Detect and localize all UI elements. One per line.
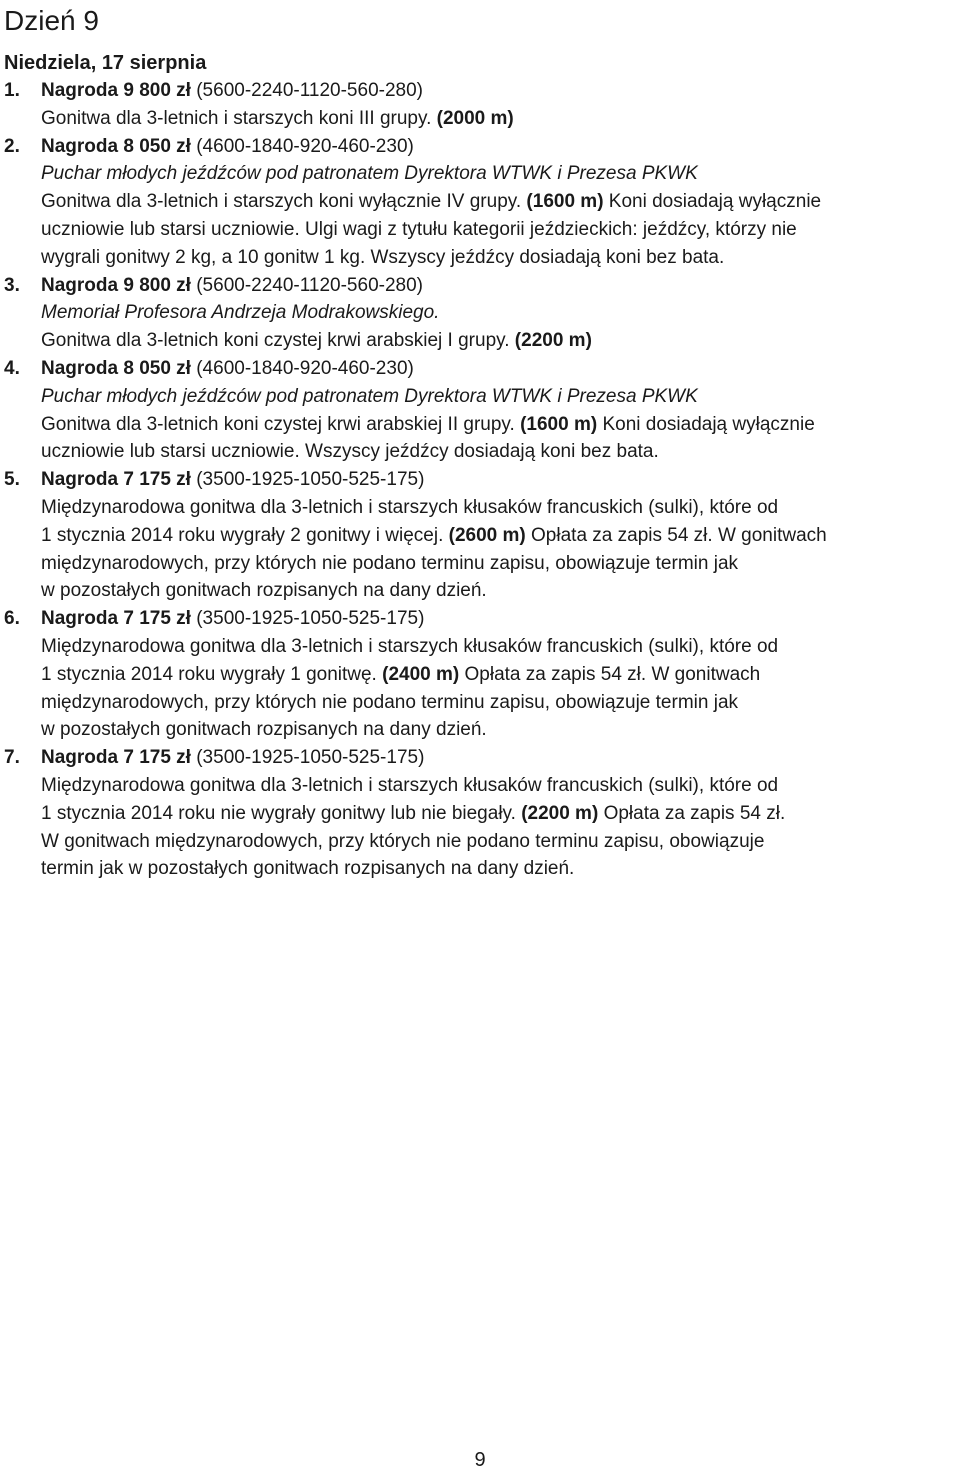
italic-text: Puchar młodych jeźdźców pod patronatem Dyrektora WTWK i Prezesa PKWK — [41, 385, 698, 407]
text-segment: 1 stycznia 2014 roku wygrały 2 gonitwy i więcej. — [41, 524, 449, 546]
race-line — [41, 188, 960, 216]
text-segment: międzynarodowych, przy których nie podano terminu zapisu, obowiązuje termin jak — [41, 552, 739, 574]
race-description — [41, 605, 960, 744]
text-segment: Międzynarodowa gonitwa dla 3-letnich i starszych kłusaków francuskich (sulki), które od — [41, 496, 779, 518]
text-segment: Opłata za zapis 54 zł. — [598, 802, 786, 824]
text-segment: Koni dosiadają wyłącznie — [603, 191, 822, 213]
race-line — [41, 605, 960, 633]
bold-text: (2200 m) — [514, 330, 592, 352]
text-segment: uczniowie lub starsi uczniowie. Ulgi wagi z tytułu kategorii jeździeckich: jeźdźcy, którzy nie — [41, 218, 797, 240]
race-line — [41, 133, 960, 161]
text-segment: (5600-2240-1120-560-280) — [190, 274, 423, 296]
race-line — [41, 355, 960, 383]
text-segment: Gonitwa dla 3-letnich koni czystej krwi arabskiej II grupy. — [41, 413, 521, 435]
text-segment: Międzynarodowa gonitwa dla 3-letnich i starszych kłusaków francuskich (sulki), które od — [41, 774, 779, 796]
text-segment: 1 stycznia 2014 roku wygrały 1 gonitwę. — [41, 663, 383, 685]
race-item — [0, 466, 960, 605]
text-segment: Opłata za zapis 54 zł. W gonitwach — [459, 663, 761, 685]
text-segment: Międzynarodowa gonitwa dla 3-letnich i starszych kłusaków francuskich (sulki), które od — [41, 635, 779, 657]
bold-text: (2200 m) — [521, 802, 599, 824]
bold-text: Nagroda 7 175 zł — [41, 469, 191, 491]
page-heading: Dzień 9 — [4, 5, 99, 36]
race-number: 3. — [4, 274, 20, 296]
race-line — [41, 272, 960, 300]
race-number: 4. — [4, 357, 20, 379]
race-line — [41, 522, 960, 550]
bold-text: Nagroda 8 050 zł — [41, 135, 191, 157]
race-line — [41, 160, 960, 188]
text-segment: Gonitwa dla 3-letnich koni czystej krwi arabskiej I grupy. — [41, 330, 515, 352]
race-line — [41, 800, 960, 828]
race-line — [41, 661, 960, 689]
race-item — [0, 133, 960, 272]
bold-text: Nagroda 7 175 zł — [41, 747, 191, 769]
race-description — [41, 355, 960, 466]
race-description — [41, 466, 960, 605]
race-line — [41, 716, 960, 744]
race-line — [41, 244, 960, 272]
race-line — [41, 383, 960, 411]
bold-text: Nagroda 7 175 zł — [41, 608, 191, 630]
race-line — [41, 327, 960, 355]
text-segment: (3500-1925-1050-525-175) — [190, 608, 425, 630]
text-segment: (5600-2240-1120-560-280) — [190, 80, 423, 101]
text-segment: uczniowie lub starsi uczniowie. Wszyscy jeźdźcy dosiadają koni bez bata. — [41, 441, 659, 463]
race-description — [41, 272, 960, 355]
bold-text: Nagroda 9 800 zł — [41, 80, 191, 101]
race-number: 7. — [4, 747, 20, 769]
bold-text: (1600 m) — [520, 413, 598, 435]
text-segment: (4600-1840-920-460-230) — [190, 357, 414, 379]
text-segment: (4600-1840-920-460-230) — [190, 135, 414, 157]
race-description — [41, 77, 960, 133]
text-segment: (3500-1925-1050-525-175) — [190, 469, 425, 491]
race-item — [0, 744, 960, 883]
race-item — [0, 77, 960, 133]
text-segment: Gonitwa dla 3-letnich i starszych koni III grupy. — [41, 107, 437, 129]
race-number: 1. — [4, 80, 20, 101]
page-subheading: Niedziela, 17 sierpnia — [4, 52, 207, 74]
race-line — [41, 577, 960, 605]
race-line — [41, 299, 960, 327]
bold-text: (2000 m) — [436, 107, 514, 129]
text-segment: Gonitwa dla 3-letnich i starszych koni wyłącznie IV grupy. — [41, 191, 527, 213]
race-item — [0, 355, 960, 466]
race-number: 5. — [4, 469, 20, 491]
race-line — [41, 466, 960, 494]
race-number: 2. — [4, 135, 20, 157]
race-list — [0, 77, 960, 883]
page-number: 9 — [474, 1449, 486, 1471]
race-line — [41, 550, 960, 578]
bold-text: (1600 m) — [526, 191, 604, 213]
italic-text: Puchar młodych jeźdźców pod patronatem Dyrektora WTWK i Prezesa PKWK — [41, 163, 698, 185]
text-segment: międzynarodowych, przy których nie podano terminu zapisu, obowiązuje termin jak — [41, 691, 739, 713]
bold-text: Nagroda 8 050 zł — [41, 357, 191, 379]
race-line — [41, 689, 960, 717]
race-item — [0, 605, 960, 744]
bold-text: (2600 m) — [448, 524, 526, 546]
race-line — [41, 772, 960, 800]
text-segment: Opłata za zapis 54 zł. W gonitwach — [525, 524, 827, 546]
bold-text: (2400 m) — [382, 663, 460, 685]
race-item — [0, 272, 960, 355]
race-line — [41, 744, 960, 772]
race-line — [41, 77, 960, 105]
race-description — [41, 744, 960, 883]
text-segment: (3500-1925-1050-525-175) — [190, 747, 425, 769]
race-line — [41, 216, 960, 244]
race-line — [41, 633, 960, 661]
text-segment: termin jak w pozostałych gonitwach rozpisanych na dany dzień. — [41, 858, 575, 880]
bold-text: Nagroda 9 800 zł — [41, 274, 191, 296]
text-segment: Koni dosiadają wyłącznie — [597, 413, 815, 435]
race-line — [41, 828, 960, 856]
text-segment: W gonitwach międzynarodowych, przy których nie podano terminu zapisu, obowiązuje — [41, 830, 765, 852]
text-segment: wygrali gonitwy 2 kg, a 10 gonitw 1 kg. Wszyscy jeźdźcy dosiadają koni bez bata. — [41, 246, 725, 268]
race-number: 6. — [4, 608, 20, 630]
race-description — [41, 133, 960, 272]
text-segment: w pozostałych gonitwach rozpisanych na dany dzień. — [41, 719, 487, 741]
race-line — [41, 105, 960, 133]
text-segment: 1 stycznia 2014 roku nie wygrały gonitwy lub nie biegały. — [41, 802, 522, 824]
race-line — [41, 494, 960, 522]
race-line — [41, 411, 960, 439]
race-line — [41, 855, 960, 883]
race-line — [41, 438, 960, 466]
italic-text: Memoriał Profesora Andrzeja Modrakowskiego. — [41, 302, 440, 324]
text-segment: w pozostałych gonitwach rozpisanych na dany dzień. — [41, 580, 487, 602]
